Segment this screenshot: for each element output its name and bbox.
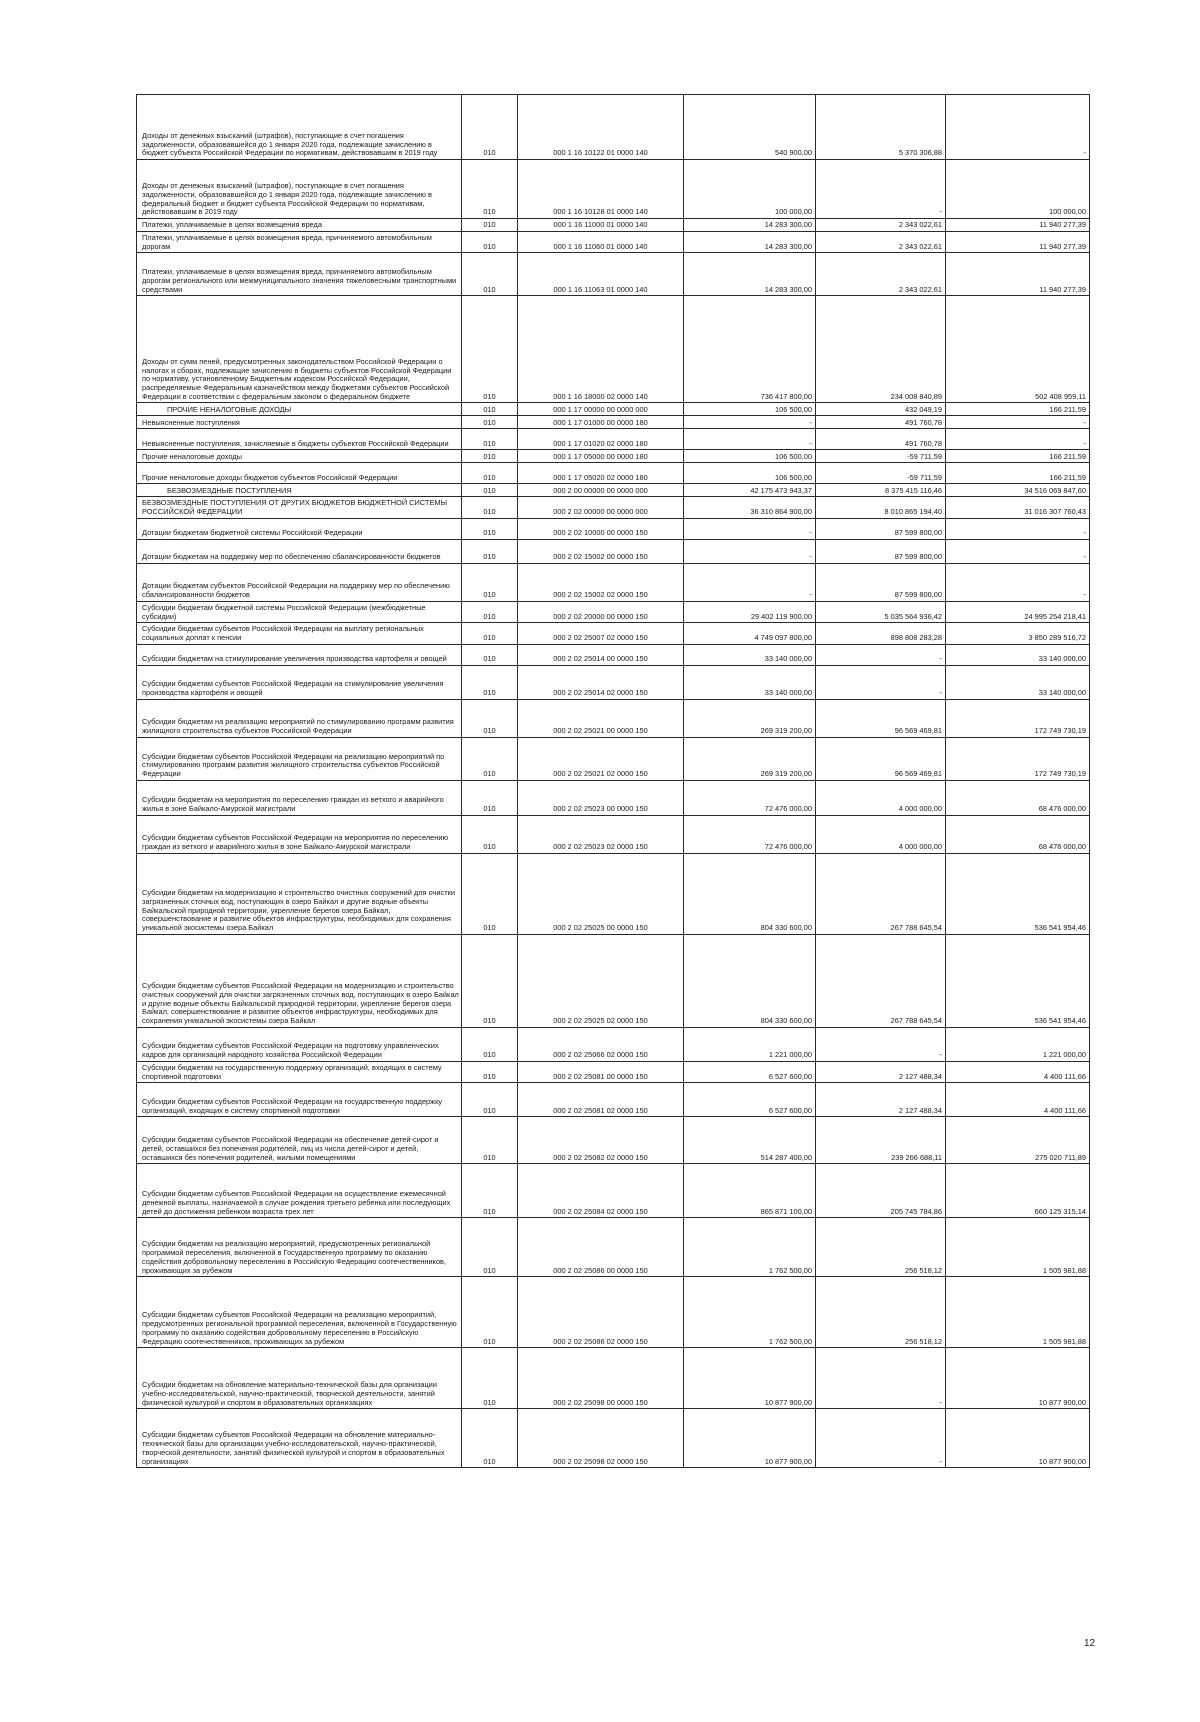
line-number-cell: 010	[462, 1348, 518, 1409]
budget-code-cell: 000 2 02 25021 02 0000 150	[518, 737, 684, 780]
approved-amount-cell: 540 900,00	[684, 95, 816, 160]
revenue-name-cell: Дотации бюджетам субъектов Российской Федерации на поддержку мер по обеспечению сбалансированности бюджетов	[137, 563, 462, 601]
unexecuted-amount-cell: 172 749 730,19	[946, 699, 1090, 737]
executed-amount-cell: 491 760,78	[816, 429, 946, 450]
approved-amount-cell: 14 283 300,00	[684, 232, 816, 253]
approved-amount-cell: 6 527 600,00	[684, 1061, 816, 1082]
unexecuted-amount-cell: 166 211,59	[946, 463, 1090, 484]
budget-code-cell: 000 2 02 25098 00 0000 150	[518, 1348, 684, 1409]
table-row	[137, 665, 1090, 699]
unexecuted-amount-cell: -	[946, 95, 1090, 160]
line-number-cell: 010	[462, 1277, 518, 1348]
budget-code-cell: 000 2 02 25014 00 0000 150	[518, 644, 684, 665]
line-number-cell: 010	[462, 429, 518, 450]
page-number: 12	[1084, 1638, 1096, 1649]
revenue-name-cell: Субсидии бюджетам на реализацию мероприятий, предусмотренных региональной программой переселения, включенной в Государственную программу по оказанию содействия добровольному переселению в Российскую Федерацию соотечественников, проживающих за рубежом	[137, 1218, 462, 1277]
revenue-name-cell: Невыясненные поступления, зачисляемые в бюджеты субъектов Российской Федерации	[137, 429, 462, 450]
approved-amount-cell: 804 330 600,00	[684, 853, 816, 934]
revenue-name-cell: Субсидии бюджетам субъектов Российской Федерации на реализацию мероприятий, предусмотренных региональной программой переселения, включенной в Государственную программу по оказанию содействия добровольному переселению в Российскую Федерацию соотечественников, проживающих за рубежом	[137, 1277, 462, 1348]
approved-amount-cell: -	[684, 429, 816, 450]
revenue-name-cell: Субсидии бюджетам на государственную поддержку организаций, входящих в систему спортивной подготовки	[137, 1061, 462, 1082]
table-row	[137, 403, 1090, 416]
unexecuted-amount-cell: 11 940 277,39	[946, 253, 1090, 296]
approved-amount-cell: 10 877 900,00	[684, 1409, 816, 1468]
revenue-name-cell: Субсидии бюджетам на стимулирование увеличения производства картофеля и овощей	[137, 644, 462, 665]
budget-code-cell: 000 2 02 25081 00 0000 150	[518, 1061, 684, 1082]
revenue-name-cell: Доходы от денежных взысканий (штрафов), поступающие в счет погашения задолженности, образовавшейся до 1 января 2020 года, подлежащие зачислению в бюджет субъекта Российской Федерации по нормативам, действовавшим в 2019 году	[137, 95, 462, 160]
revenue-name-cell: Субсидии бюджетам бюджетной системы Российской Федерации (межбюджетные субсидии)	[137, 601, 462, 622]
budget-code-cell: 000 2 00 00000 00 0000 000	[518, 484, 684, 497]
revenue-name-cell: Доходы от денежных взысканий (штрафов), поступающие в счет погашения задолженности, образовавшейся до 1 января 2020 года, подлежащие зачислению в федеральный бюджет и бюджет субъекта Российской Федерации по нормативам, действовавшим в 2019 году	[137, 160, 462, 219]
table-row	[137, 699, 1090, 737]
budget-code-cell: 000 2 02 25084 02 0000 150	[518, 1164, 684, 1218]
revenue-name-cell: Субсидии бюджетам на реализацию мероприятий по стимулированию программ развития жилищного строительства субъектов Российской Федерации	[137, 699, 462, 737]
executed-amount-cell: 87 599 800,00	[816, 518, 946, 539]
revenue-name-cell: Невыясненные поступления	[137, 416, 462, 429]
unexecuted-amount-cell: 10 877 900,00	[946, 1348, 1090, 1409]
unexecuted-amount-cell: -	[946, 539, 1090, 563]
line-number-cell: 010	[462, 623, 518, 644]
table-row	[137, 518, 1090, 539]
table-row	[137, 1218, 1090, 1277]
revenue-name-cell: Субсидии бюджетам на обновление материально-технической базы для организации учебно-исследовательской, научно-практической, творческой деятельности, занятий физической культурой и спортом в образовательных организациях	[137, 1348, 462, 1409]
unexecuted-amount-cell: 34 516 069 847,60	[946, 484, 1090, 497]
revenue-name-cell: Прочие неналоговые доходы	[137, 450, 462, 463]
line-number-cell: 010	[462, 780, 518, 815]
table-row	[137, 450, 1090, 463]
line-number-cell: 010	[462, 934, 518, 1027]
approved-amount-cell: 33 140 000,00	[684, 665, 816, 699]
line-number-cell: 010	[462, 853, 518, 934]
line-number-cell: 010	[462, 416, 518, 429]
line-number-cell: 010	[462, 253, 518, 296]
approved-amount-cell: 100 000,00	[684, 160, 816, 219]
revenue-name-cell: Субсидии бюджетам на модернизацию и строительство очистных сооружений для очистки загрязненных сточных вод, поступающих в озеро Байкал и другие водные объекты Байкальской природной территории, укрепление берегов озера Байкал, совершенствование и развитие объектов инфраструктуры, необходимых для сохранения уникальной экосистемы озера Байкал	[137, 853, 462, 934]
executed-amount-cell: -	[816, 1409, 946, 1468]
revenue-name-cell: Платежи, уплачиваемые в целях возмещения вреда	[137, 219, 462, 232]
budget-code-cell: 000 2 02 10000 00 0000 150	[518, 518, 684, 539]
line-number-cell: 010	[462, 737, 518, 780]
line-number-cell: 010	[462, 160, 518, 219]
revenue-name-cell: Платежи, уплачиваемые в целях возмещения вреда, причиняемого автомобильным дорогам	[137, 232, 462, 253]
executed-amount-cell: -	[816, 644, 946, 665]
unexecuted-amount-cell: 1 221 000,00	[946, 1027, 1090, 1061]
line-number-cell: 010	[462, 815, 518, 853]
budget-code-cell: 000 2 02 15002 00 0000 150	[518, 539, 684, 563]
budget-code-cell: 000 1 17 05020 02 0000 180	[518, 463, 684, 484]
approved-amount-cell: 106 500,00	[684, 403, 816, 416]
unexecuted-amount-cell: 33 140 000,00	[946, 644, 1090, 665]
revenue-name-cell: Субсидии бюджетам субъектов Российской Федерации на обеспечение детей-сирот и детей, оставшихся без попечения родителей, лиц из числа детей-сирот и детей, оставшихся без попечения родителей, жилыми помещениями	[137, 1117, 462, 1164]
revenue-name-cell: Дотации бюджетам на поддержку мер по обеспечению сбалансированности бюджетов	[137, 539, 462, 563]
approved-amount-cell: 1 762 500,00	[684, 1218, 816, 1277]
line-number-cell: 010	[462, 463, 518, 484]
budget-code-cell: 000 1 16 10122 01 0000 140	[518, 95, 684, 160]
table-row	[137, 853, 1090, 934]
budget-code-cell: 000 2 02 25098 02 0000 150	[518, 1409, 684, 1468]
approved-amount-cell: 736 417 800,00	[684, 296, 816, 403]
approved-amount-cell: 6 527 600,00	[684, 1083, 816, 1117]
executed-amount-cell: 256 518,12	[816, 1277, 946, 1348]
budget-code-cell: 000 1 16 11060 01 0000 140	[518, 232, 684, 253]
executed-amount-cell: 5 035 564 936,42	[816, 601, 946, 622]
table-row	[137, 1117, 1090, 1164]
budget-code-cell: 000 2 02 25007 02 0000 150	[518, 623, 684, 644]
line-number-cell: 010	[462, 497, 518, 518]
budget-code-cell: 000 1 16 10128 01 0000 140	[518, 160, 684, 219]
approved-amount-cell: 106 500,00	[684, 463, 816, 484]
executed-amount-cell: -	[816, 1027, 946, 1061]
unexecuted-amount-cell: 68 476 000,00	[946, 780, 1090, 815]
table-row	[137, 1083, 1090, 1117]
executed-amount-cell: 4 000 000,00	[816, 780, 946, 815]
budget-code-cell: 000 2 02 25023 02 0000 150	[518, 815, 684, 853]
approved-amount-cell: 29 402 119 900,00	[684, 601, 816, 622]
table-row	[137, 1164, 1090, 1218]
approved-amount-cell: 14 283 300,00	[684, 219, 816, 232]
revenue-name-cell: Субсидии бюджетам субъектов Российской Федерации на выплату региональных социальных доплат к пенсии	[137, 623, 462, 644]
approved-amount-cell: 514 287 400,00	[684, 1117, 816, 1164]
approved-amount-cell: -	[684, 416, 816, 429]
revenue-name-cell: Субсидии бюджетам субъектов Российской Федерации на подготовку управленческих кадров для организаций народного хозяйства Российской Федерации	[137, 1027, 462, 1061]
revenue-name-cell: Субсидии бюджетам субъектов Российской Федерации на стимулирование увеличения производства картофеля и овощей	[137, 665, 462, 699]
budget-code-cell: 000 2 02 25086 02 0000 150	[518, 1277, 684, 1348]
unexecuted-amount-cell: 11 940 277,39	[946, 219, 1090, 232]
revenue-name-cell: БЕЗВОЗМЕЗДНЫЕ ПОСТУПЛЕНИЯ	[137, 484, 462, 497]
budget-code-cell: 000 2 02 25025 00 0000 150	[518, 853, 684, 934]
table-row	[137, 1061, 1090, 1082]
revenue-name-cell: Субсидии бюджетам субъектов Российской Федерации на модернизацию и строительство очистных сооружений для очистки загрязненных сточных вод, поступающих в озеро Байкал и другие водные объекты Байкальской природной территории, укрепление берегов озера Байкал, совершенствование и развитие объектов инфраструктуры, необходимых для сохранения уникальной экосистемы озера Байкал	[137, 934, 462, 1027]
table-row	[137, 160, 1090, 219]
revenue-name-cell: Субсидии бюджетам субъектов Российской Федерации на реализацию мероприятий по стимулированию программ развития жилищного строительства субъектов Российской Федерации	[137, 737, 462, 780]
line-number-cell: 010	[462, 1117, 518, 1164]
executed-amount-cell: 96 569 469,81	[816, 737, 946, 780]
table-row	[137, 1277, 1090, 1348]
line-number-cell: 010	[462, 699, 518, 737]
line-number-cell: 010	[462, 403, 518, 416]
approved-amount-cell: 36 310 864 900,00	[684, 497, 816, 518]
unexecuted-amount-cell: 536 541 954,46	[946, 934, 1090, 1027]
line-number-cell: 010	[462, 1027, 518, 1061]
line-number-cell: 010	[462, 665, 518, 699]
executed-amount-cell: -	[816, 160, 946, 219]
line-number-cell: 010	[462, 1083, 518, 1117]
budget-code-cell: 000 2 02 25023 00 0000 150	[518, 780, 684, 815]
budget-code-cell: 000 2 02 25066 02 0000 150	[518, 1027, 684, 1061]
budget-code-cell: 000 2 02 15002 02 0000 150	[518, 563, 684, 601]
approved-amount-cell: 72 476 000,00	[684, 815, 816, 853]
table-row	[137, 601, 1090, 622]
budget-code-cell: 000 2 02 00000 00 0000 000	[518, 497, 684, 518]
executed-amount-cell: 234 008 840,89	[816, 296, 946, 403]
revenue-name-cell: БЕЗВОЗМЕЗДНЫЕ ПОСТУПЛЕНИЯ ОТ ДРУГИХ БЮДЖЕТОВ БЮДЖЕТНОЙ СИСТЕМЫ РОССИЙСКОЙ ФЕДЕРАЦИИ	[137, 497, 462, 518]
executed-amount-cell: 2 343 022,61	[816, 232, 946, 253]
table-row	[137, 232, 1090, 253]
approved-amount-cell: 72 476 000,00	[684, 780, 816, 815]
line-number-cell: 010	[462, 1409, 518, 1468]
revenue-table-body	[137, 95, 1090, 1468]
unexecuted-amount-cell: 4 400 111,66	[946, 1083, 1090, 1117]
approved-amount-cell: 33 140 000,00	[684, 644, 816, 665]
executed-amount-cell: 432 049,19	[816, 403, 946, 416]
executed-amount-cell: -59 711,59	[816, 463, 946, 484]
table-row	[137, 644, 1090, 665]
unexecuted-amount-cell: 1 505 981,88	[946, 1277, 1090, 1348]
approved-amount-cell: 269 319 200,00	[684, 699, 816, 737]
approved-amount-cell: 42 175 473 943,37	[684, 484, 816, 497]
unexecuted-amount-cell: -	[946, 429, 1090, 450]
executed-amount-cell: 2 127 488,34	[816, 1083, 946, 1117]
unexecuted-amount-cell: -	[946, 518, 1090, 539]
line-number-cell: 010	[462, 1164, 518, 1218]
budget-code-cell: 000 2 02 25086 00 0000 150	[518, 1218, 684, 1277]
unexecuted-amount-cell: 502 408 959,11	[946, 296, 1090, 403]
executed-amount-cell: 8 010 865 194,40	[816, 497, 946, 518]
approved-amount-cell: -	[684, 518, 816, 539]
line-number-cell: 010	[462, 450, 518, 463]
unexecuted-amount-cell: 11 940 277,39	[946, 232, 1090, 253]
table-row	[137, 539, 1090, 563]
approved-amount-cell: -	[684, 539, 816, 563]
line-number-cell: 010	[462, 1218, 518, 1277]
unexecuted-amount-cell: 4 400 111,66	[946, 1061, 1090, 1082]
approved-amount-cell: 1 762 500,00	[684, 1277, 816, 1348]
budget-code-cell: 000 2 02 25081 02 0000 150	[518, 1083, 684, 1117]
table-row	[137, 463, 1090, 484]
unexecuted-amount-cell: 3 850 289 516,72	[946, 623, 1090, 644]
executed-amount-cell: 256 518,12	[816, 1218, 946, 1277]
revenue-name-cell: Прочие неналоговые доходы бюджетов субъектов Российской Федерации	[137, 463, 462, 484]
unexecuted-amount-cell: -	[946, 563, 1090, 601]
approved-amount-cell: 1 221 000,00	[684, 1027, 816, 1061]
line-number-cell: 010	[462, 296, 518, 403]
table-row	[137, 815, 1090, 853]
line-number-cell: 010	[462, 563, 518, 601]
table-row	[137, 623, 1090, 644]
executed-amount-cell: 2 127 488,34	[816, 1061, 946, 1082]
budget-code-cell: 000 1 16 18000 02 0000 140	[518, 296, 684, 403]
table-row	[137, 934, 1090, 1027]
line-number-cell: 010	[462, 1061, 518, 1082]
executed-amount-cell: 205 745 784,86	[816, 1164, 946, 1218]
executed-amount-cell: 898 808 283,28	[816, 623, 946, 644]
budget-code-cell: 000 1 17 00000 00 0000 000	[518, 403, 684, 416]
budget-code-cell: 000 1 17 01020 02 0000 180	[518, 429, 684, 450]
line-number-cell: 010	[462, 219, 518, 232]
executed-amount-cell: -	[816, 665, 946, 699]
line-number-cell: 010	[462, 232, 518, 253]
unexecuted-amount-cell: 660 125 315,14	[946, 1164, 1090, 1218]
budget-code-cell: 000 1 16 11063 01 0000 140	[518, 253, 684, 296]
unexecuted-amount-cell: 24 995 254 218,41	[946, 601, 1090, 622]
unexecuted-amount-cell: 31 016 307 760,43	[946, 497, 1090, 518]
budget-code-cell: 000 1 17 05000 00 0000 180	[518, 450, 684, 463]
unexecuted-amount-cell: 172 749 730,19	[946, 737, 1090, 780]
approved-amount-cell: 10 877 900,00	[684, 1348, 816, 1409]
budget-code-cell: 000 2 02 25082 02 0000 150	[518, 1117, 684, 1164]
unexecuted-amount-cell: 1 505 981,88	[946, 1218, 1090, 1277]
approved-amount-cell: 865 871 100,00	[684, 1164, 816, 1218]
executed-amount-cell: 2 343 022,61	[816, 219, 946, 232]
executed-amount-cell: 87 599 800,00	[816, 539, 946, 563]
table-row	[137, 563, 1090, 601]
budget-code-cell: 000 1 17 01000 00 0000 180	[518, 416, 684, 429]
approved-amount-cell: 804 330 600,00	[684, 934, 816, 1027]
unexecuted-amount-cell: 275 020 711,89	[946, 1117, 1090, 1164]
table-row	[137, 484, 1090, 497]
executed-amount-cell: 4 000 000,00	[816, 815, 946, 853]
budget-code-cell: 000 2 02 25025 02 0000 150	[518, 934, 684, 1027]
revenue-name-cell: Субсидии бюджетам субъектов Российской Федерации на государственную поддержку организаций, входящих в систему спортивной подготовки	[137, 1083, 462, 1117]
unexecuted-amount-cell: 68 476 000,00	[946, 815, 1090, 853]
revenue-name-cell: Платежи, уплачиваемые в целях возмещения вреда, причиняемого автомобильным дорогам регионального или межмуниципального значения тяжеловесными транспортными средствами	[137, 253, 462, 296]
table-row	[137, 1027, 1090, 1061]
revenue-name-cell: Дотации бюджетам бюджетной системы Российской Федерации	[137, 518, 462, 539]
unexecuted-amount-cell: 10 877 900,00	[946, 1409, 1090, 1468]
table-row	[137, 219, 1090, 232]
table-row	[137, 497, 1090, 518]
revenue-table	[136, 94, 1090, 1468]
table-row	[137, 737, 1090, 780]
table-row	[137, 296, 1090, 403]
approved-amount-cell: 4 749 097 800,00	[684, 623, 816, 644]
approved-amount-cell: 106 500,00	[684, 450, 816, 463]
revenue-name-cell: Субсидии бюджетам субъектов Российской Федерации на мероприятия по переселению граждан из ветхого и аварийного жилья в зоне Байкало-Амурской магистрали	[137, 815, 462, 853]
executed-amount-cell: 5 370 306,88	[816, 95, 946, 160]
approved-amount-cell: 269 319 200,00	[684, 737, 816, 780]
table-row	[137, 429, 1090, 450]
unexecuted-amount-cell: 166 211,59	[946, 403, 1090, 416]
unexecuted-amount-cell: 166 211,59	[946, 450, 1090, 463]
revenue-name-cell: Субсидии бюджетам субъектов Российской Федерации на осуществление ежемесячной денежной выплаты, назначаемой в случае рождения третьего ребенка или последующих детей до достижения ребенком возраста трех лет	[137, 1164, 462, 1218]
unexecuted-amount-cell: 33 140 000,00	[946, 665, 1090, 699]
executed-amount-cell: 239 266 688,11	[816, 1117, 946, 1164]
executed-amount-cell: -59 711,59	[816, 450, 946, 463]
table-row	[137, 1409, 1090, 1468]
revenue-name-cell: ПРОЧИЕ НЕНАЛОГОВЫЕ ДОХОДЫ	[137, 403, 462, 416]
revenue-name-cell: Субсидии бюджетам на мероприятия по переселению граждан из ветхого и аварийного жилья в зоне Байкало-Амурской магистрали	[137, 780, 462, 815]
executed-amount-cell: 267 788 645,54	[816, 934, 946, 1027]
line-number-cell: 010	[462, 644, 518, 665]
table-row	[137, 253, 1090, 296]
line-number-cell: 010	[462, 518, 518, 539]
executed-amount-cell: 2 343 022,61	[816, 253, 946, 296]
budget-code-cell: 000 2 02 25014 02 0000 150	[518, 665, 684, 699]
line-number-cell: 010	[462, 601, 518, 622]
table-row	[137, 416, 1090, 429]
executed-amount-cell: 87 599 800,00	[816, 563, 946, 601]
line-number-cell: 010	[462, 95, 518, 160]
line-number-cell: 010	[462, 484, 518, 497]
approved-amount-cell: -	[684, 563, 816, 601]
unexecuted-amount-cell: -	[946, 416, 1090, 429]
executed-amount-cell: 491 760,78	[816, 416, 946, 429]
unexecuted-amount-cell: 536 541 954,46	[946, 853, 1090, 934]
unexecuted-amount-cell: 100 000,00	[946, 160, 1090, 219]
table-row	[137, 95, 1090, 160]
budget-code-cell: 000 2 02 20000 00 0000 150	[518, 601, 684, 622]
table-row	[137, 780, 1090, 815]
executed-amount-cell: 96 569 469,81	[816, 699, 946, 737]
budget-code-cell: 000 1 16 11000 01 0000 140	[518, 219, 684, 232]
executed-amount-cell: -	[816, 1348, 946, 1409]
approved-amount-cell: 14 283 300,00	[684, 253, 816, 296]
revenue-name-cell: Субсидии бюджетам субъектов Российской Федерации на обновление материально-технической базы для организации учебно-исследовательской, научно-практической, творческой деятельности, занятий физической культурой и спортом в образовательных организациях	[137, 1409, 462, 1468]
executed-amount-cell: 267 788 645,54	[816, 853, 946, 934]
executed-amount-cell: 8 375 415 116,46	[816, 484, 946, 497]
revenue-name-cell: Доходы от сумм пеней, предусмотренных законодательством Российской Федерации о налогах и сборах, подлежащие зачислению в бюджеты субъектов Российской Федерации по нормативу, установленному Бюджетным кодексом Российской Федерации, распределяемые Федеральным казначейством между бюджетами субъектов Российской Федерации в соответствии с федеральным законом о федеральном бюджете	[137, 296, 462, 403]
table-row	[137, 1348, 1090, 1409]
line-number-cell: 010	[462, 539, 518, 563]
budget-code-cell: 000 2 02 25021 00 0000 150	[518, 699, 684, 737]
